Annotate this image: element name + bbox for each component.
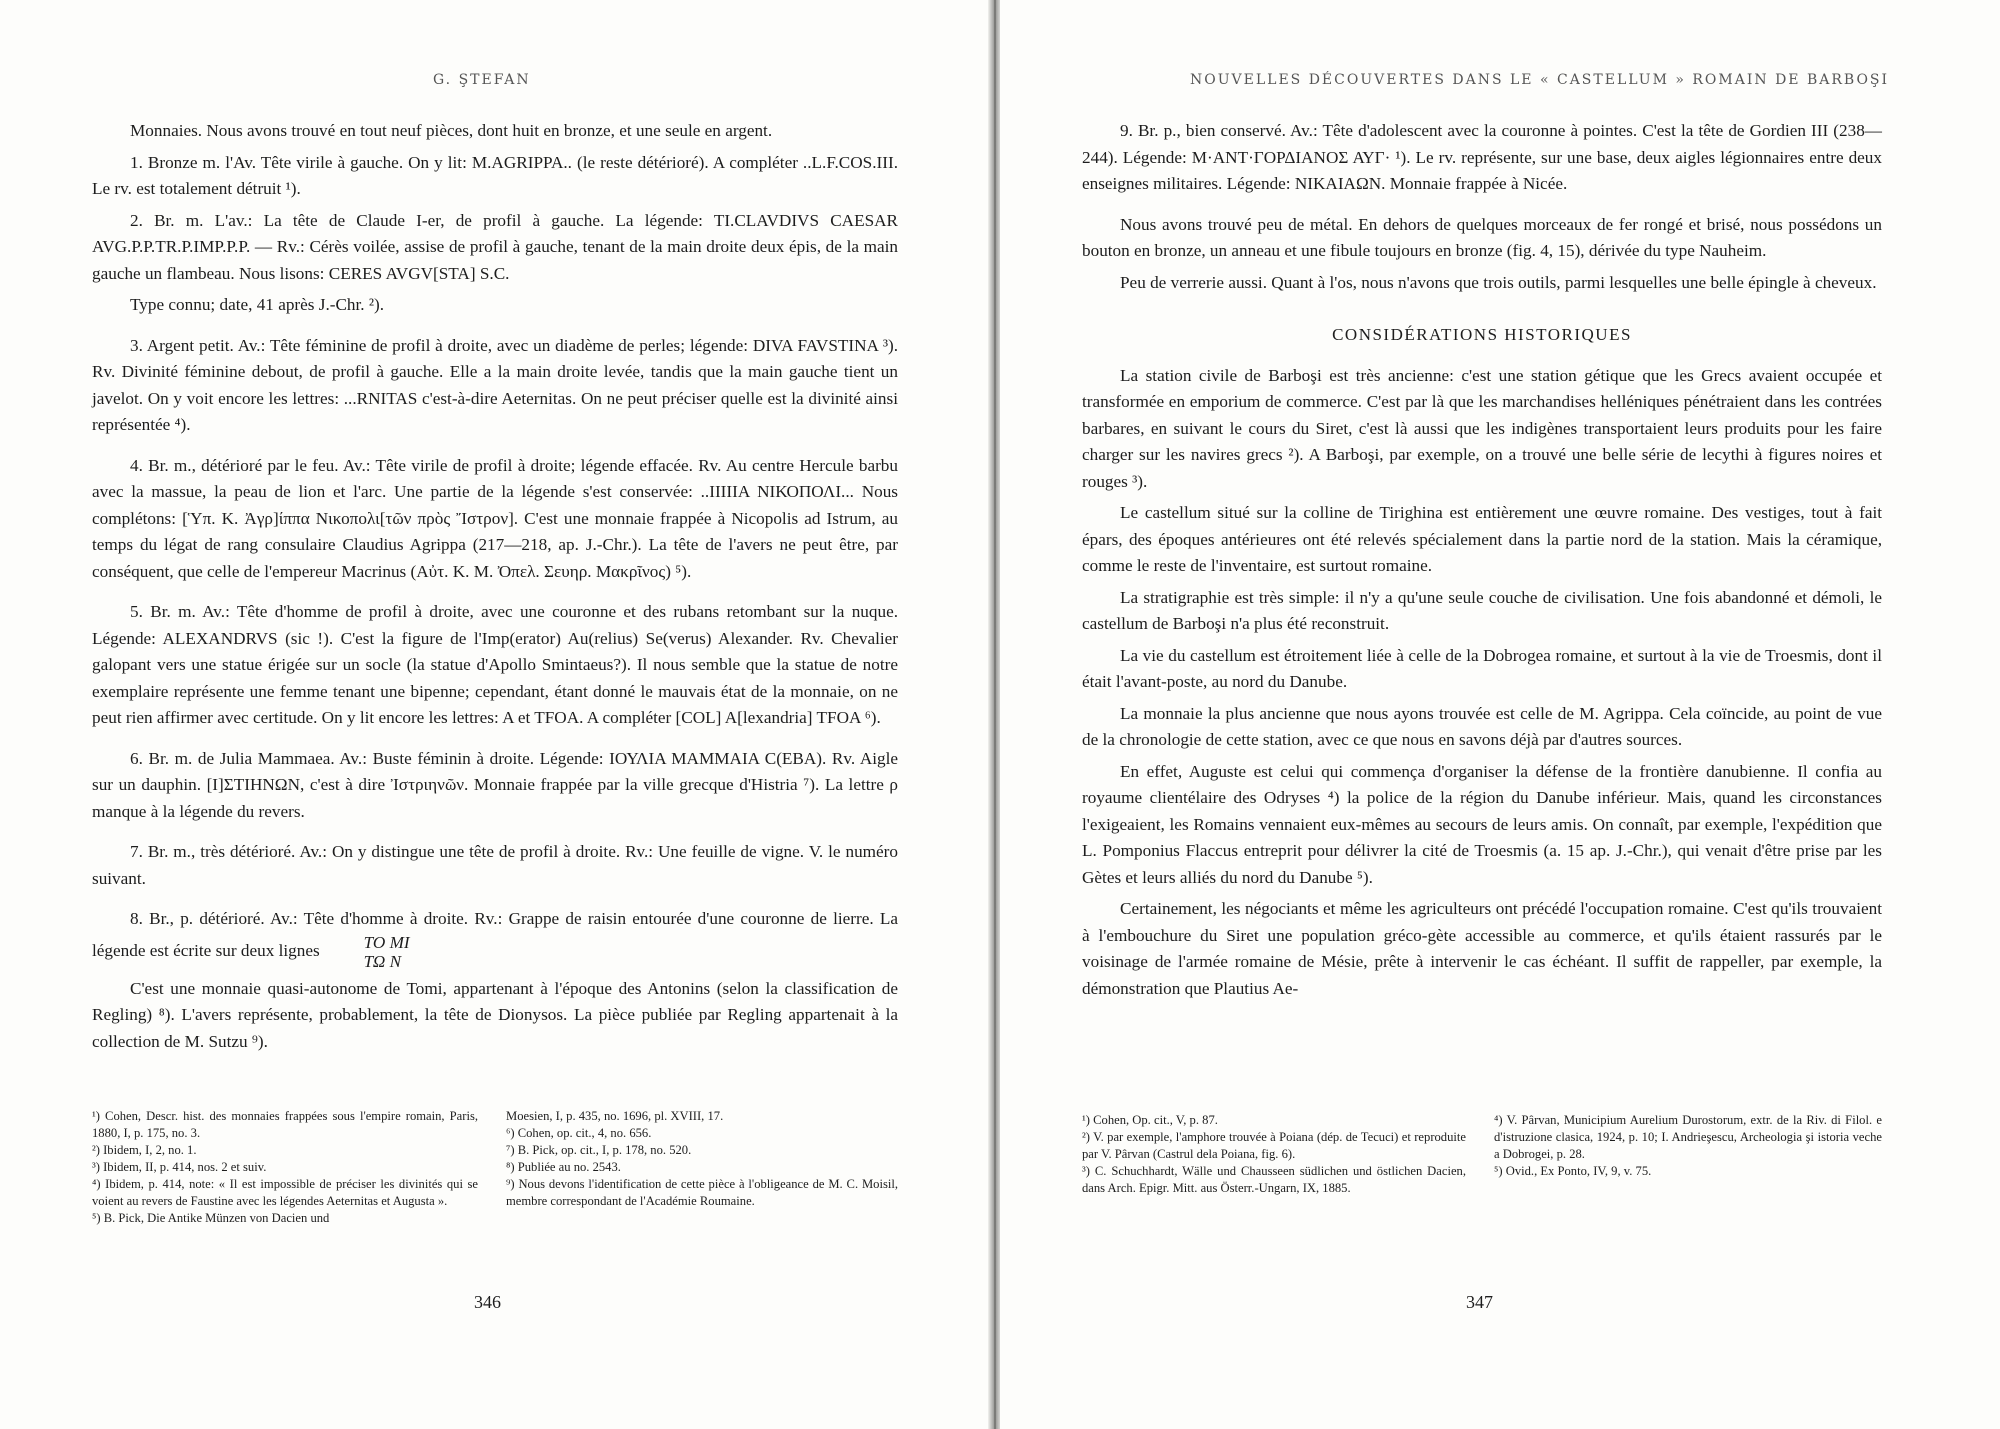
paragraph: 2. Br. m. L'av.: La tête de Claude I-er, de profil à gauche. La légende: TI.CLAVDIVS CAESAR AVG.P.P.TR.P.IMP.P.P. — Rv.: Cérès voilée, assise de profil à gauche, tenant de la main droite deux épis, de la main gauche un flambeau. Nous lisons: CERES AVGV[STA] S.C. (92, 210, 898, 283)
footnote: ⁶) Cohen, op. cit., 4, no. 656. (506, 1126, 652, 1140)
paragraph: La monnaie la plus ancienne que nous ayons trouvée est celle de M. Agrippa. Cela coïncide, au point de vue de la chronologie de cette station, avec ce que nous en savons déjà par d'autres sources. (1082, 703, 1882, 749)
footnote: ⁹) Nous devons l'identification de cette pièce à l'obligeance de M. C. Moisil, membre correspondant de l'Académie Roumaine. (506, 1177, 898, 1208)
footnotes-left-col2 (506, 1108, 898, 1210)
footnote: ⁵) B. Pick, Die Antike Münzen von Dacien und (92, 1211, 330, 1225)
running-head: G. ŞTEFAN (433, 72, 531, 88)
paragraph: Le castellum situé sur la colline de Tirighina est entièrement une œuvre romaine. Des vestiges, tout à fait épars, des époques antérieures ont été relevés spécialement dans la partie nord de la station. Mais la céramique, comme le reste de l'inventaire, est surtout romaine. (1082, 503, 1882, 575)
paragraph: La vie du castellum est étroitement liée à celle de la Dobrogea romaine, et surtout à la vie de Troesmis, dont il était l'avant-poste, au nord du Danube. (1082, 645, 1882, 691)
paragraph: La station civile de Barboşi est très ancienne: c'est une station gétique que les Grecs avaient occupée et transformée en emporium de commerce. C'est par là que les marchandises helléniques pénétraient dans les contrées barbares, en suivant le cours du Siret, c'est là aussi que les indigènes transportaient leurs produits pour les faire charger sur les navires grecs ²). A Barboşi, par exemple, on a trouvé une belle série de lecythi à figures noires et rouges ³). (1082, 365, 1882, 491)
footnote: ²) Ibidem, I, 2, no. 1. (92, 1143, 197, 1157)
paragraph: 3. Argent petit. Av.: Tête féminine de profil à droite, avec un diadème de perles; légende: DIVA FAVSTINA ³). Rv. Divinité féminine debout, de profil à gauche. Elle a la main droite levée, tandis que la main gauche tient un javelot. On y voit encore les lettres: ...RNITAS c'est-à-dire Aeternitas. On ne peut préciser quelle est la divinité ainsi représentée ⁴). (92, 335, 898, 434)
paragraph: Type connu; date, 41 après J.-Chr. ²). (130, 295, 385, 314)
paragraph: 5. Br. m. Av.: Tête d'homme de profil à droite, avec une couronne et des rubans retombant sur la nuque. Légende: ALEXANDRVS (sic !). C'est la figure de l'Imp(erator) Au(relius) Se(verus) Alexander. Rv. Chevalier galopant vers une statue érigée sur un socle (la statue d'Apollo Smintaeus?). Il nous semble que la statue de notre exemplaire représente une femme tenant une bipenne; cependant, étant donné le mauvais état de la monnaie, on ne peut rien affirmer avec certitude. On y lit encore les lettres: A et TFOA. A compléter [COL] A[lexandria] TFOA ⁶). (92, 602, 898, 727)
paragraph: 4. Br. m., détérioré par le feu. Av.: Tête virile de profil à droite; légende effacée. Rv. Au centre Hercule barbu avec la massue, la peau de lion et l'arc. Une partie de la légende s'est conservée: ..ΙΙΙΙΙΑ ΝΙΚΟΠΟΛΙ... Nous complétons: [Ὑπ. Κ. Ἀγρ]ίππα Νικοπολι[τῶν πρὸς Ἴστρον]. C'est une monnaie frappée à Nicopolis ad Istrum, au temps du légat de rang consulaire Claudius Agrippa (217—218, ap. J.-Chr.). La tête de l'avers ne peut être, par conséquent, que celle de l'empereur Macrinus (Αὐτ. Κ. Μ. Ὀπελ. Σευηρ. Μακρῖνος) ⁵). (92, 455, 898, 581)
footnote: ²) V. par exemple, l'amphore trouvée à Poiana (dép. de Tecuci) et reproduite par V. Pârvan (Castrul dela Poiana, fig. 6). (1082, 1130, 1466, 1161)
footnote: Moesien, I, p. 435, no. 1696, pl. XVIII, 17. (506, 1109, 724, 1123)
paragraph (92, 906, 898, 971)
footnote: ¹) Cohen, Descr. hist. des monnaies frappées sous l'empire romain, Paris, 1880, I, p. 175, no. 3. (92, 1109, 478, 1140)
footnote: ³) Ibidem, II, p. 414, nos. 2 et suiv. (92, 1160, 267, 1174)
paragraph: 6. Br. m. de Julia Mammaea. Av.: Buste féminin à droite. Légende: ΙΟΥΛΙΑ ΜΑΜΜΑΙΑ C(EBA). Rv. Aigle sur un dauphin. [Ι]ΣΤΙΗΝΩΝ, c'est à dire Ἰστριηνῶν. Monnaie frappée par la ville grecque d'Histria ⁷). La lettre ρ manque à la légende du revers. (92, 748, 898, 821)
paragraph: La stratigraphie est très simple: il n'y a qu'une seule couche de civilisation. Une fois abandonné et démoli, le castellum de Barboşi n'a plus été reconstruit. (1082, 587, 1882, 633)
footnote: ⁴) Ibidem, p. 414, note: « Il est impossible de préciser les divinités qui se voient au revers de Faustine avec les légendes Aeternitas et Augusta ». (92, 1177, 478, 1208)
left-body (92, 118, 898, 1060)
paragraph-text: 8. Br., p. détérioré. Av.: Tête d'homme à droite. Rv.: Grappe de raisin entourée d'une couronne de lierre. La légende est écrite sur deux lignes (92, 909, 898, 960)
footnote: ⁴) V. Pârvan, Municipium Aurelium Durostorum, extr. de la Riv. di Filol. e d'istruzione clasica, 1924, p. 10; I. Andrieşescu, Archeologia şi istoria veche a Dobrogei, p. 28. (1494, 1113, 1882, 1161)
legend-line: ΤΟ ΜΙ (363, 932, 410, 952)
paragraph: C'est une monnaie quasi-autonome de Tomi, appartenant à l'époque des Antonins (selon la classification de Regling) ⁸). L'avers représente, probablement, la tête de Dionysos. La pièce publiée par Regling appartenait à la collection de M. Sutzu ⁹). (92, 978, 898, 1051)
paragraph: En effet, Auguste est celui qui commença d'organiser la défense de la frontière danubienne. Il confia au royaume clientélaire des Odryses ⁴) la police de la région du Danube inférieur. Mais, quand les circonstances l'exigeaient, les Romains vennaient eux-mêmes au secours de leurs amis. On connaît, par exemple, l'expédition que L. Pomponius Flaccus entreprit pour délivrer la cité de Troesmis (a. 15 ap. J.-Chr.), qui venait d'être prise par les Gètes et leurs alliés du nord du Danube ⁵). (1082, 761, 1882, 887)
footnote: ⁸) Publiée au no. 2543. (506, 1160, 621, 1174)
footnotes-left-col1 (92, 1108, 478, 1227)
running-head: NOUVELLES DÉCOUVERTES DANS LE « CASTELLUM » ROMAIN DE BARBOŞI (1190, 72, 1890, 88)
section-title: CONSIDÉRATIONS HISTORIQUES (1332, 325, 1632, 344)
legend-line: ΤΩ Ν (363, 951, 402, 971)
right-page (1000, 0, 2000, 1429)
paragraph: 9. Br. p., bien conservé. Av.: Tête d'adolescent avec la couronne à pointes. C'est la tête de Gordien III (238—244). Légende: Μ·ΑΝΤ·ΓΟΡΔΙΑΝΟΣ ΑΥΓ· ¹). Le rv. représente, sur une base, deux aigles légionnaires entre deux enseignes militaires. Légende: ΝΙΚΑΙΑΩΝ. Monnaie frappée à Nicée. (1082, 121, 1882, 193)
left-page (0, 0, 990, 1429)
two-line-legend (326, 933, 410, 971)
paragraph: Monnaies. Nous avons trouvé en tout neuf pièces, dont huit en bronze, et une seule en argent. (130, 121, 773, 140)
footnote: ¹) Cohen, Op. cit., V, p. 87. (1082, 1113, 1218, 1127)
paragraph: Peu de verrerie aussi. Quant à l'os, nous n'avons que trois outils, parmi lesquelles une belle épingle à cheveux. (1120, 272, 1877, 292)
footnote: ⁷) B. Pick, op. cit., I, p. 178, no. 520. (506, 1143, 692, 1157)
footnotes-right-col2 (1494, 1112, 1882, 1180)
paragraph: 1. Bronze m. l'Av. Tête virile à gauche. On y lit: M.AGRIPPA.. (le reste détérioré). A compléter ..L.F.COS.III. Le rv. est totalement détruit ¹). (92, 152, 898, 198)
paragraph: Nous avons trouvé peu de métal. En dehors de quelques morceaux de fer rongé et brisé, nous possédons un bouton en bronze, un anneau et une fibule toujours en bronze (fig. 4, 15), dérivée du type Nauheim. (1082, 214, 1882, 260)
page-number: 346 (474, 1292, 501, 1312)
page-number: 347 (1466, 1292, 1493, 1312)
footnote: ³) C. Schuchhardt, Wälle und Chausseen südlichen und östlichen Dacien, dans Arch. Epigr. Mitt. aus Österr.-Ungarn, IX, 1885. (1082, 1164, 1466, 1195)
footnotes-right-col1 (1082, 1112, 1466, 1197)
paragraph: Certainement, les négociants et même les agriculteurs ont précédé l'occupation romaine. C'est qu'ils trouvaient à l'embouchure du Siret une population gréco-gète accessible au commerce, et qu'ils étaient rassurés par le voisinage de l'armée romaine de Mésie, prête à intervenir le cas échéant. Il suffit de rappeller, par exemple, la démonstration que Plautius Ae- (1082, 899, 1882, 998)
right-body (1082, 118, 1882, 1007)
paragraph: 7. Br. m., très détérioré. Av.: On y distingue une tête de profil à droite. Rv.: Une feuille de vigne. V. le numéro suivant. (92, 842, 898, 888)
footnote: ⁵) Ovid., Ex Ponto, IV, 9, v. 75. (1494, 1164, 1652, 1178)
